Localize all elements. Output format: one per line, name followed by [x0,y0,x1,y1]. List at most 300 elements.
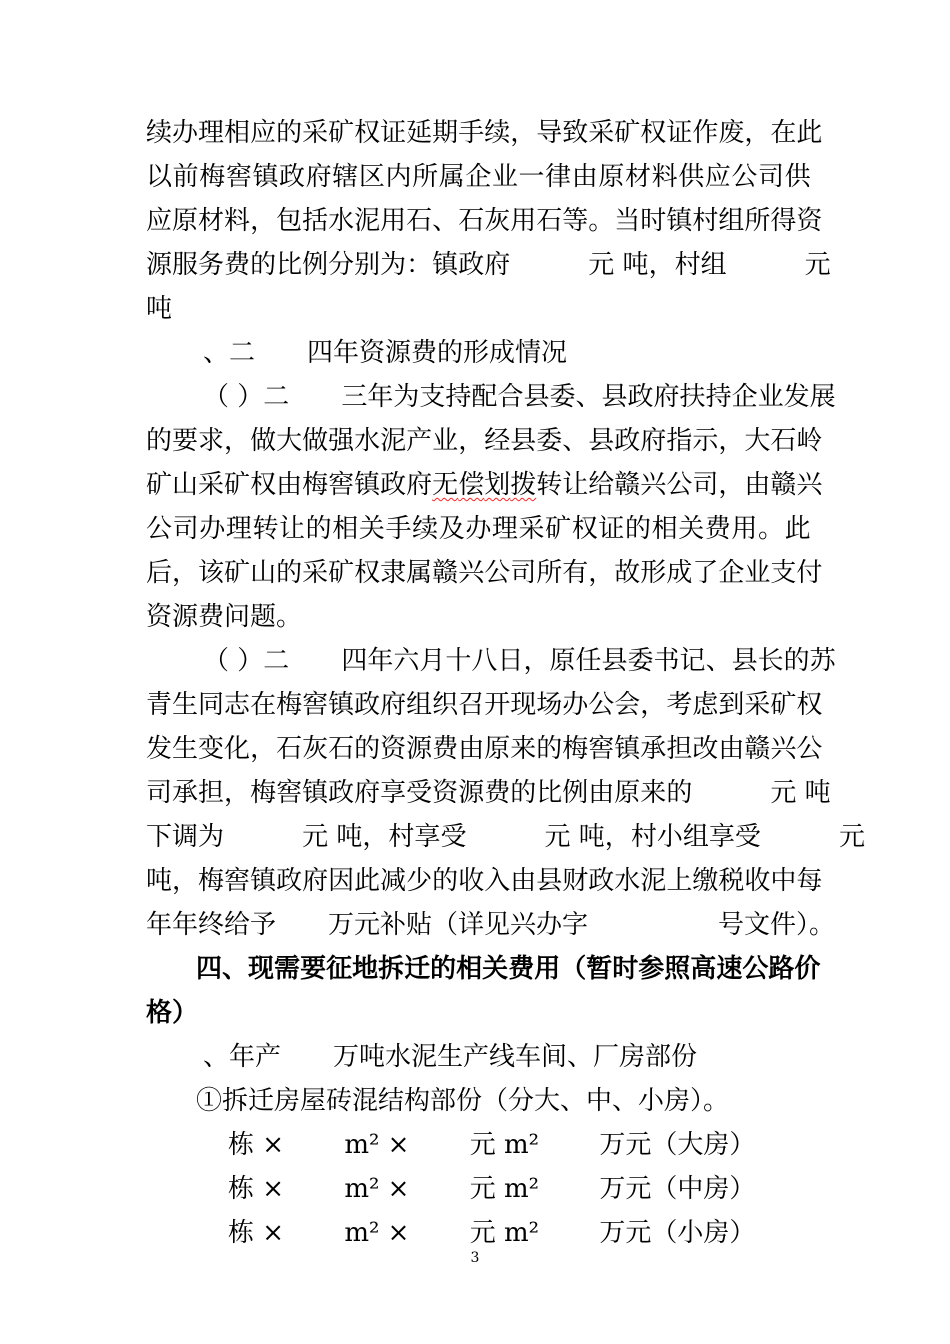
text-line [146,243,831,287]
char: 年 [367,646,394,676]
char: 吨 [336,822,363,852]
char: 服 [172,250,199,280]
char: 年 [367,382,394,412]
char: 水 [328,206,355,236]
char: 政 [328,778,355,808]
char: 理 [491,514,518,544]
char [536,243,562,287]
text-line-marked [146,463,823,507]
char: 司 [758,162,785,192]
char: ） [237,382,264,412]
char: 政 [279,162,306,192]
char: 相 [224,118,251,148]
char: 由 [744,470,771,500]
char: 应 [250,118,277,148]
char: 召 [458,690,485,720]
char: 扶 [679,382,706,412]
char [328,815,336,859]
char: 照 [664,954,691,984]
char: 此 [784,514,811,544]
char: 矿 [614,118,641,148]
char: 梅 [198,866,225,896]
char: 镇 [614,734,641,764]
char: （ [203,382,230,412]
char: ， [648,250,675,280]
char: 窖 [276,778,303,808]
char: 的 [510,778,537,808]
char: 因 [328,866,355,896]
char: 二 [263,646,290,676]
char: 元 [770,778,797,808]
char [250,815,276,859]
char: 。 [588,206,615,236]
char: 司 [146,778,173,808]
char: 二 [263,382,290,412]
char: 来 [640,778,667,808]
char: 赣 [770,470,797,500]
char: 元 [838,822,865,852]
char: 应 [146,206,173,236]
char: 会 [614,690,641,720]
char: 公 [666,470,693,500]
char: 作 [692,118,719,148]
char: 减 [380,866,407,896]
char: 支 [419,382,446,412]
char: 价 [794,954,821,984]
char: 政 [276,866,303,896]
char: 大 [744,426,771,456]
char: 指 [666,426,693,456]
char: 八 [471,646,498,676]
char: 当 [614,206,641,236]
char: 灰 [302,734,329,764]
char: 由 [510,866,537,896]
char: 别 [354,250,381,280]
char: 关 [482,954,509,984]
char: 源 [146,250,173,280]
char: 山 [250,558,277,588]
char [466,815,492,859]
char [796,771,804,815]
char: 费 [432,734,459,764]
char: 十 [445,646,472,676]
char: 时 [612,954,639,984]
char [692,771,718,815]
list-item: 、年产 万吨水泥生产线车间、厂房部份 [203,1042,698,1072]
char: 税 [718,866,745,896]
char: 石 [406,206,433,236]
char: 的 [146,426,173,456]
char: 为 [393,382,420,412]
char: ： [406,250,433,280]
char: 相 [332,514,359,544]
char: 要 [172,426,199,456]
calc-row-small: 栋 × m² × 元 m² 万元（小房） [228,1218,756,1248]
char: 采 [518,514,545,544]
char: 织 [432,690,459,720]
char: 的 [666,778,693,808]
char: 发 [146,734,173,764]
char: 手 [458,118,485,148]
char: 委 [549,382,576,412]
char: 支 [770,558,797,588]
char: 收 [458,866,485,896]
char: 县 [510,426,537,456]
char: 元 [804,250,831,280]
char: 矿 [328,558,355,588]
text-line [146,771,831,815]
char: ， [250,734,277,764]
char: 少 [406,866,433,896]
char: 采 [744,690,771,720]
char: 公 [484,558,511,588]
char: 府 [305,162,332,192]
char: 财 [562,866,589,896]
text-line [203,639,836,683]
char: 由 [718,734,745,764]
char: 源 [458,778,485,808]
char: 证 [380,118,407,148]
char: 及 [438,514,465,544]
text-line [146,155,811,199]
char: 的 [354,734,381,764]
char: 续 [412,514,439,544]
char [753,243,779,287]
char: 村 [388,822,415,852]
char [224,815,250,859]
char: 原 [549,646,576,676]
char: 在 [250,690,277,720]
char: 暂 [586,954,613,984]
char: 元 [302,822,329,852]
char: 村 [692,206,719,236]
text-line: 年年终给予 万元补贴（详见兴办字 号文件）。 [146,910,836,940]
char: 现 [510,690,537,720]
char: 要 [300,954,327,984]
char: 比 [276,250,303,280]
char: 的 [536,734,563,764]
char: 组 [718,206,745,236]
char: 的 [430,954,457,984]
char: 府 [406,470,433,500]
char: 窖 [224,866,251,896]
char: 了 [692,558,719,588]
char: 所 [536,558,563,588]
text-line [146,419,823,463]
char: 包 [276,206,303,236]
char: 公 [146,514,173,544]
char: 苏 [809,646,836,676]
char: 镇 [250,866,277,896]
char [562,243,588,287]
char: 权 [571,514,598,544]
char: ） [237,646,264,676]
char: 的 [276,118,303,148]
char: 业 [757,382,784,412]
char: 兴 [640,470,667,500]
char: 费 [484,778,511,808]
char: 吨 [622,250,649,280]
char: 现 [248,954,275,984]
char: 分 [328,250,355,280]
char: 下 [146,822,173,852]
char: 书 [653,646,680,676]
char: 费 [704,514,731,544]
char: 速 [716,954,743,984]
char: 证 [598,514,625,544]
char: 得 [770,206,797,236]
char: ， [458,426,485,456]
char: 做 [302,426,329,456]
char: 权 [354,118,381,148]
char: 企 [731,382,758,412]
char: 长 [757,646,784,676]
char: ， [362,822,389,852]
char: 记 [679,646,706,676]
char: 合 [497,382,524,412]
char: 元 [588,250,615,280]
char: 用 [534,954,561,984]
char: 志 [224,690,251,720]
char: 政 [458,250,485,280]
char: 矿 [328,118,355,148]
char: 承 [640,734,667,764]
char: 六 [393,646,420,676]
char: 让 [279,514,306,544]
char: 入 [484,866,511,896]
char: 承 [172,778,199,808]
char [813,815,839,859]
char [492,815,518,859]
char: 的 [305,514,332,544]
text-line [146,551,823,595]
char: 窖 [225,162,252,192]
char [229,639,237,683]
char: 村 [630,822,657,852]
char: ， [718,470,745,500]
char: 窖 [302,690,329,720]
char: 县 [601,646,628,676]
char: 办 [199,514,226,544]
char: 泥 [354,206,381,236]
char: 兴 [770,734,797,764]
char: 每 [796,866,823,896]
char: 镇 [666,206,693,236]
char: 此 [796,118,823,148]
char: 山 [172,470,199,500]
char: 有 [562,558,589,588]
char: 任 [575,646,602,676]
char: 、 [575,382,602,412]
char: 府 [302,866,329,896]
char: 给 [588,470,615,500]
marked-char: 划 [484,470,511,500]
char: 享 [380,778,407,808]
char: 公 [742,954,769,984]
char: 原 [484,734,511,764]
char: 一 [518,162,545,192]
char: 镇 [252,162,279,192]
char: 。 [758,514,785,544]
char: 月 [419,646,446,676]
char: 所 [744,206,771,236]
char: 梅 [562,734,589,764]
char: 改 [692,734,719,764]
char: 吨 [146,866,173,896]
char [276,815,302,859]
char: 、 [222,954,249,984]
char: 司 [692,470,719,500]
char: 业 [744,558,771,588]
char: 的 [276,558,303,588]
char: 县 [601,382,628,412]
char: 委 [627,646,654,676]
char: 原 [614,778,641,808]
char: 青 [146,690,173,720]
char: 担 [198,778,225,808]
char: 府 [354,778,381,808]
char [779,243,805,287]
char: 考 [666,690,693,720]
char: 费 [508,954,535,984]
char: 企 [465,162,492,192]
char: 供 [678,162,705,192]
char: 水 [354,426,381,456]
char: ， [523,646,550,676]
char: 调 [172,822,199,852]
char [718,771,744,815]
char: 享 [414,822,441,852]
char: 故 [614,558,641,588]
marked-char: 无 [432,470,459,500]
char: 发 [783,382,810,412]
char: ， [224,778,251,808]
char: 展 [809,382,836,412]
char: 上 [666,866,693,896]
char: 费 [224,250,251,280]
char: 在 [770,118,797,148]
char: 比 [536,778,563,808]
char: 由 [276,470,303,500]
char: 受 [440,822,467,852]
char: 公 [796,734,823,764]
char: 供 [784,162,811,192]
char: 府 [380,690,407,720]
char: 手 [385,514,412,544]
char: 担 [666,734,693,764]
char: 业 [432,426,459,456]
char: 矿 [146,470,173,500]
text-line [146,683,823,727]
char: 梅 [302,470,329,500]
char: 石 [276,734,303,764]
char: 政 [354,690,381,720]
char: 辖 [332,162,359,192]
char [518,815,544,859]
char: 司 [172,514,199,544]
char: 生 [172,690,199,720]
char: 镇 [302,778,329,808]
char: 司 [510,558,537,588]
char: 拆 [378,954,405,984]
char: 县 [588,426,615,456]
char: 属 [406,558,433,588]
char: 资 [380,734,407,764]
list-item: ①拆迁房屋砖混结构部份（分大、中、小房）。 [196,1086,730,1116]
char: 材 [624,162,651,192]
char: 源 [406,734,433,764]
char: 赣 [614,470,641,500]
char: 矿 [224,470,251,500]
char: 日 [497,646,524,676]
char: 、 [432,206,459,236]
char: 石 [536,206,563,236]
char: （ [560,954,587,984]
char: 征 [326,954,353,984]
char: 括 [302,206,329,236]
char: 梅 [250,778,277,808]
text-line [146,199,823,243]
char: 政 [614,426,641,456]
char: 组 [682,822,709,852]
text-line [146,111,823,155]
char: 此 [354,866,381,896]
char: 镇 [354,470,381,500]
marked-char: 偿 [458,470,485,500]
char: 受 [406,778,433,808]
char: 地 [352,954,379,984]
char: 理 [225,514,252,544]
char: 采 [198,470,225,500]
char [761,815,787,859]
char [289,375,315,419]
char: 强 [328,426,355,456]
text-line [146,507,811,551]
char: 化 [224,734,251,764]
char: 来 [510,734,537,764]
char: 时 [640,206,667,236]
char: 由 [588,778,615,808]
char: 证 [666,118,693,148]
char: 县 [731,646,758,676]
text-line [203,375,836,419]
char [289,639,315,683]
char: 路 [768,954,795,984]
char: 业 [491,162,518,192]
char: 梅 [199,162,226,192]
char: 灰 [484,206,511,236]
char: ， [250,206,277,236]
char: 政 [588,866,615,896]
char: 形 [640,558,667,588]
char: 用 [731,514,758,544]
char: 吨 [578,822,605,852]
char: 区 [358,162,385,192]
char: 资 [432,778,459,808]
char: 相 [456,954,483,984]
char: 应 [704,162,731,192]
char: 兴 [796,470,823,500]
char: 采 [302,558,329,588]
char: 、 [562,426,589,456]
char: 等 [562,206,589,236]
char: 村 [674,250,701,280]
char: 矿 [770,690,797,720]
char: 关 [678,514,705,544]
char: 废 [718,118,745,148]
text-line [146,727,823,771]
char: 参 [638,954,665,984]
